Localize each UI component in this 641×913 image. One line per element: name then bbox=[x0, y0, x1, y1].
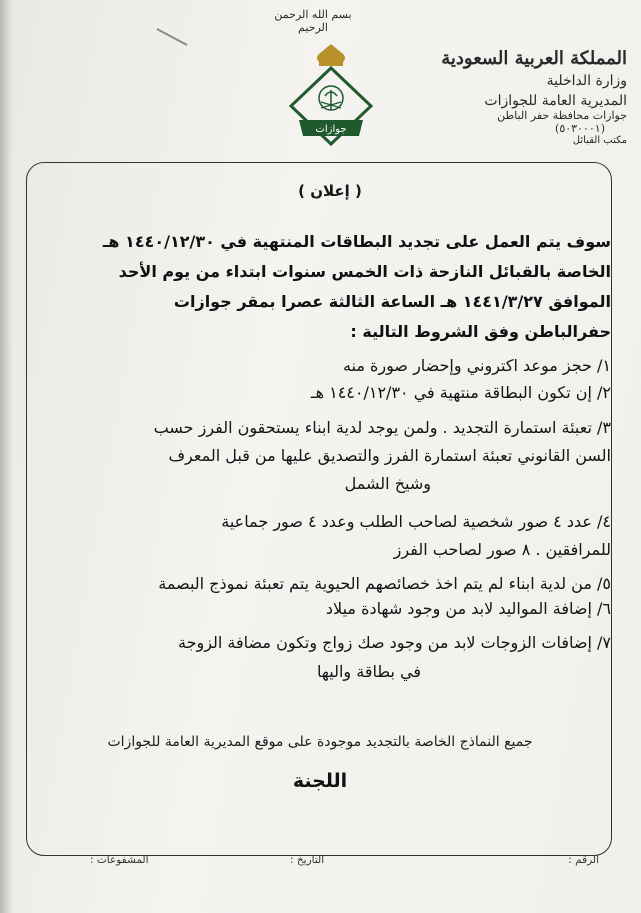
ministry-name: وزارة الداخلية bbox=[546, 73, 627, 89]
pen-mark bbox=[157, 28, 188, 46]
page-edge-shadow bbox=[0, 0, 12, 913]
number-label: الرقم : bbox=[568, 854, 599, 866]
office-name: جوازات محافظة حفر الباطن bbox=[497, 109, 627, 122]
office-code: (٥٠٣٠٠٠١) bbox=[555, 122, 605, 135]
letterhead bbox=[427, 48, 627, 146]
condition-line: ١/ حجز موعد اكتروني وإحضار صورة منه bbox=[342, 356, 611, 375]
condition-line: ٥/ من لدية ابناء لم يتم اخذ خصائصهم الحيوية يتم تعبئة نموذج البصمة bbox=[158, 574, 611, 593]
forms-note: جميع النماذج الخاصة بالتجديد موجودة على موقع المديرية العامة للجوازات bbox=[107, 734, 533, 750]
branch-name: مكتب القبائل bbox=[572, 135, 627, 146]
intro-line: حفرالباطن وفق الشروط التالية : bbox=[350, 322, 611, 341]
condition-line: السن القانوني تعبئة استمارة الفرز والتصديق عليها من قبل المعرف bbox=[168, 446, 611, 465]
committee-signature: اللجنة bbox=[292, 770, 348, 792]
condition-line: ٢/ إن تكون البطاقة منتهية في ١٤٤٠/١٢/٣٠ هـ bbox=[310, 383, 611, 402]
announcement-title: ( إعلان ) bbox=[298, 182, 362, 200]
condition-line: ٤/ عدد ٤ صور شخصية لصاحب الطلب وعدد ٤ صور جماعية bbox=[221, 512, 611, 531]
condition-line: ٣/ تعبئة استمارة التجديد . ولمن يوجد لدية ابناء يستحقون الفرز حسب bbox=[153, 418, 611, 437]
condition-line: في بطاقة واليها bbox=[317, 662, 421, 681]
condition-line: ٧/ إضافات الزوجات لابد من وجود صك زواج وتكون مضافة الزوجة bbox=[178, 633, 611, 652]
attachments-label: المشفوعات : bbox=[90, 854, 149, 866]
condition-line: وشيخ الشمل bbox=[344, 474, 431, 493]
intro-line: سوف يتم العمل على تجديد البطاقات المنتهية في ١٤٤٠/١٢/٣٠ هـ bbox=[102, 232, 611, 251]
emblem-label: جوازات bbox=[315, 124, 347, 135]
basmala: بسم الله الرحمن الرحيم bbox=[274, 8, 352, 34]
passports-emblem-logo bbox=[285, 40, 377, 150]
date-label: التاريخ : bbox=[290, 854, 325, 866]
condition-line: ٦/ إضافة المواليد لابد من وجود شهادة ميلاد bbox=[325, 599, 611, 618]
directorate-name: المديرية العامة للجوازات bbox=[484, 93, 627, 109]
kingdom-name: المملكة العربية السعودية bbox=[441, 48, 627, 69]
condition-line: للمرافقين . ٨ صور لصاحب الفرز bbox=[393, 540, 611, 559]
intro-line: الخاصة بالقبائل النازحة ذات الخمس سنوات ابتداء من يوم الأحد bbox=[118, 262, 611, 281]
intro-line: الموافق ١٤٤١/٣/٢٧ هـ الساعة الثالثة عصرا بمقر جوازات bbox=[173, 292, 611, 311]
